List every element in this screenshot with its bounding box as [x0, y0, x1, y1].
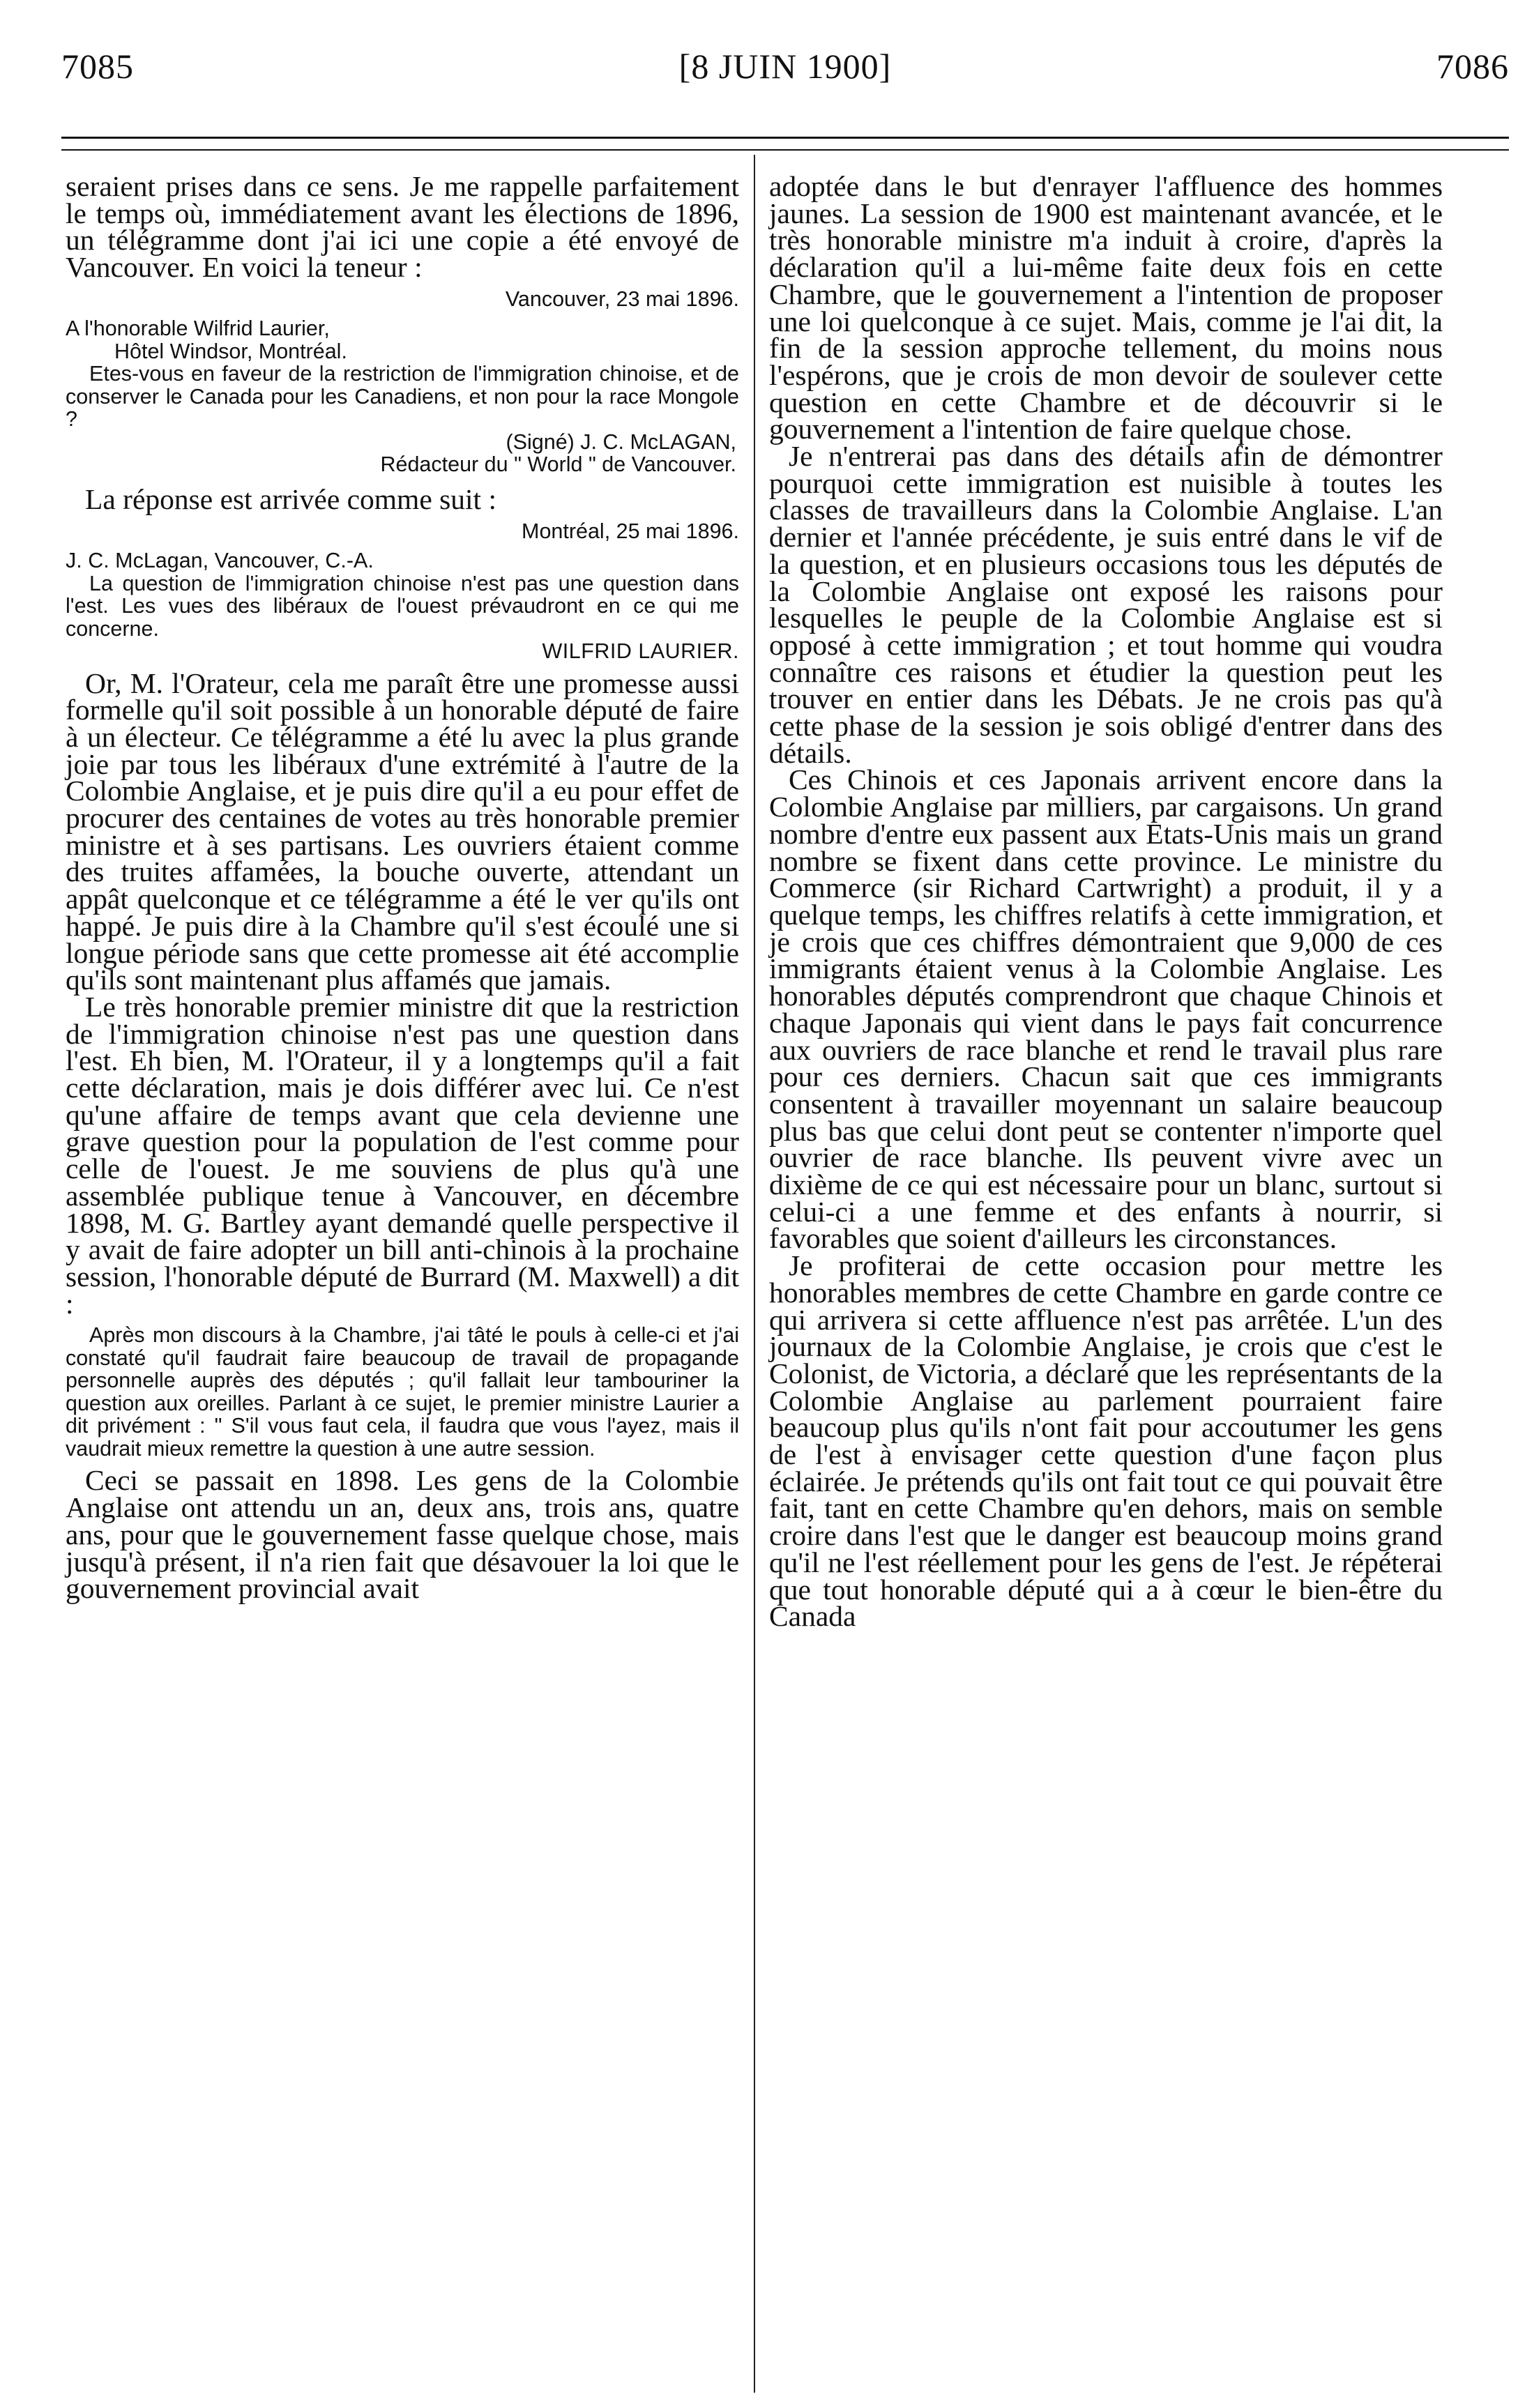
header-rule-top — [61, 137, 1509, 139]
telegram-signature: WILFRID LAURIER. — [542, 639, 739, 664]
paragraph: Ces Chinois et ces Japonais arrivent encore dans la Colombie Anglaise par milliers, par cargaisons. Un grand nombre d'entre eux passent aux Etats-Unis mais un grand nombre se fixent dans cette province. Le ministre du Commerce (sir Richard Cartwright) a produit, il y a quelque temps, les chiffres relatifs à cette immigration, et je crois que ces chiffres démontraient que 9,000 de ces immigrants étaient venus à la Colombie Anglaise. Les honorables députés comprendront que chaque Chinois et chaque Japonais qui vient dans le pays fait concurrence aux ouvriers de race blanche et rend le travail plus rare pour ces derniers. Chacun sait que ces immigrants consentent à travailler moyennant un salaire beaucoup plus bas que celui dont peut se contenter n'importe quel ouvrier de race blanche. Ils peuvent vivre avec un dixième de ce qui est nécessaire pour un blanc, surtout si celui-ci a une femme et des enfants à nourrir, si favorables que soient d'ailleurs les circonstances. — [769, 763, 1443, 1255]
page-number-left: 7085 — [61, 47, 134, 86]
paragraph: Ceci se passait en 1898. Les gens de la Colombie Anglaise ont attendu un an, deux ans, trois ans, quatre ans, pour que le gouvernement fasse quelque chose, mais jusqu'à présent, il n'a rien fait que désavouer la loi que le gouvernement provincial avait — [66, 1464, 739, 1605]
telegram-body: Etes-vous en faveur de la restriction de l'immigration chinoise, et de conserver le Canada pour les Canadiens, et non pour la race Mongole ? — [66, 362, 739, 432]
right-column — [769, 170, 1443, 1633]
paragraph: La réponse est arrivée comme suit : — [85, 482, 496, 515]
telegram-signature-title: Rédacteur du " World " de Vancouver. — [380, 452, 736, 477]
paragraph: Je n'entrerai pas dans des détails afin de démontrer pourquoi cette immigration est nuisible à toutes les classes de travailleurs dans la Colombie Anglaise. L'an dernier et l'année précédente, je suis entré dans le vif de la question, et en plusieurs occasions tous les députés de la Colombie Anglaise ont exposé les raisons pour lesquelles le peuple de la Colombie Anglaise est si opposé à cette immigration ; et tout homme qui voudra connaître ces raisons et étudier la question peut les trouver en entier dans les Débats. Je ne crois pas qu'à cette phase de la session je sois obligé d'entrer dans des détails. — [769, 440, 1443, 769]
telegram-place-date: Montréal, 25 mai 1896. — [522, 519, 739, 543]
telegram-body: La question de l'immigration chinoise n'est pas une question dans l'est. Les vues des libéraux de l'ouest prévaudront en ce qui me concerne. — [66, 571, 739, 641]
page-header — [61, 46, 1509, 95]
paragraph: Je profiterai de cette occasion pour mettre les honorables membres de cette Chambre en garde contre ce qui arrivera si cette affluence n'est pas arrêtée. L'un des journaux de la Colombie Anglaise, je crois que c'est le Colonist, de Victoria, a déclaré que les représentants de la Colombie Anglaise au parlement pourraient faire beaucoup plus qu'ils n'ont fait pour accoutumer les gens de l'est à envisager cette question d'une façon plus éclairée. Je prétends qu'ils ont fait tout ce qui pouvait être fait, tant en cette Chambre qu'en dehors, mais on semble croire dans l'est que le danger est beaucoup moins grand qu'il ne l'est réellement pour les gens de l'est. Je répéterai que tout honorable député qui a à cœur le bien-être du Canada — [769, 1249, 1443, 1633]
telegram-address: Hôtel Windsor, Montréal. — [114, 339, 347, 363]
paragraph: seraient prises dans ce sens. Je me rappelle parfaitement le temps où, immédiatement avant les élections de 1896, un télégramme dont j'ai ici une copie a été envoyé de Vancouver. En voici la teneur : — [66, 170, 739, 284]
page-date: [8 JUIN 1900] — [678, 47, 892, 86]
column-divider — [754, 155, 755, 2393]
paragraph: Le très honorable premier ministre dit que la restriction de l'immigration chinoise n'est pas une question dans l'est. Eh bien, M. l'Orateur, il y a longtemps qu'il a fait cette déclaration, mais je dois différer avec lui. Ce n'est qu'une affaire de temps avant que cela devienne une grave question pour la population de l'est comme pour celle de l'ouest. Je me souviens de plus qu'à une assemblée publique tenue à Vancouver, en décembre 1898, M. G. Bartley ayant demandé quelle perspective il y avait de faire adopter un bill anti-chinois à la prochaine session, l'honorable député de Burrard (M. Maxwell) a dit : — [66, 990, 739, 1320]
block-quote: Après mon discours à la Chambre, j'ai tâté le pouls à celle-ci et j'ai constaté qu'il faudrait faire beaucoup de travail de propagande personnelle auprès des députés ; qu'il fallait leur tambouriner la question aux oreilles. Parlant à ce sujet, le premier ministre Laurier a dit privément : " S'il vous faut cela, il faudra que vous l'ayez, mais il vaudrait mieux remettre la question à une autre session. — [66, 1323, 739, 1461]
left-column — [66, 170, 739, 1605]
telegram-signature: (Signé) J. C. McLAGAN, — [506, 429, 736, 454]
header-rule-bottom — [61, 149, 1509, 151]
telegram-recipient: J. C. McLagan, Vancouver, C.-A. — [66, 549, 374, 573]
telegram-place-date: Vancouver, 23 mai 1896. — [505, 287, 739, 311]
page-number-right: 7086 — [1436, 47, 1509, 86]
telegram-recipient: A l'honorable Wilfrid Laurier, — [66, 317, 330, 341]
paragraph: Or, M. l'Orateur, cela me paraît être une promesse aussi formelle qu'il soit possible à un honorable député de faire à un électeur. Ce télégramme a été lu avec la plus grande joie par tous les libéraux d'une extrémité à l'autre de la Colombie Anglaise, et je puis dire qu'il a eu pour effet de procurer des centaines de votes au très honorable premier ministre et à ses partisans. Les ouvriers étaient comme des truites affamées, la bouche ouverte, attendant un appât quelconque et ce télégramme a été le ver qu'ils ont happé. Je puis dire à la Chambre qu'il s'est écoulé une si longue période sans que cette promesse ait été accomplie qu'ils sont maintenant plus affamés que jamais. — [66, 666, 739, 996]
paragraph: adoptée dans le but d'enrayer l'affluence des hommes jaunes. La session de 1900 est maintenant avancée, et le très honorable ministre m'a induit à croire, d'après la déclaration qu'il a lui-même faite deux fois en cette Chambre, que le gouvernement a l'intention de proposer une loi quelconque à ce sujet. Mais, comme je l'ai dit, la fin de la session approche tellement, du moins nous l'espérons, que je crois de mon devoir de soulever cette question en cette Chambre et de découvrir si le gouvernement a l'intention de faire quelque chose. — [769, 170, 1443, 445]
